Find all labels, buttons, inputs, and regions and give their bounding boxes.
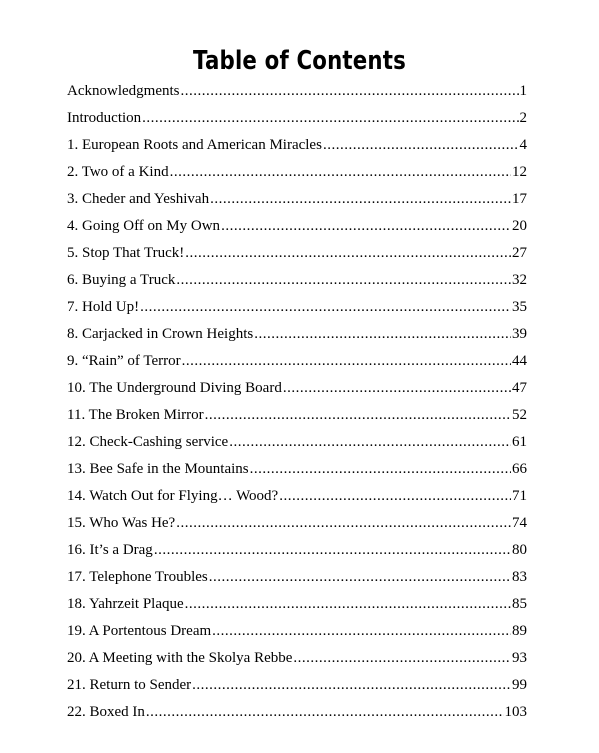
dot-leader xyxy=(250,456,511,483)
toc-entry-title: 3. Cheder and Yeshivah xyxy=(67,191,210,207)
toc-entry-title: 11. The Broken Mirror xyxy=(67,407,204,423)
toc-entry-page-number: 27 xyxy=(512,245,527,261)
dot-leader xyxy=(279,483,511,510)
toc-entry xyxy=(67,402,527,429)
toc-entry-title: 17. Telephone Troubles xyxy=(67,569,208,585)
dot-leader xyxy=(180,78,518,105)
toc-entry-title: 7. Hold Up! xyxy=(67,299,140,315)
toc-entry xyxy=(67,645,527,672)
toc-entry xyxy=(67,240,527,267)
toc-entry-page-number: 85 xyxy=(512,596,527,612)
dot-leader xyxy=(182,348,511,375)
dot-leader xyxy=(146,699,504,726)
toc-entry-page-number: 20 xyxy=(512,218,527,234)
toc-entry xyxy=(67,159,527,186)
page-title: Table of Contents xyxy=(193,46,406,77)
toc-entry-page-number: 103 xyxy=(504,704,527,720)
toc-entry-page-number: 71 xyxy=(512,488,527,504)
toc-entry xyxy=(67,591,527,618)
toc-entry xyxy=(67,321,527,348)
toc-entry xyxy=(67,537,527,564)
toc-entry-page-number: 66 xyxy=(512,461,527,477)
toc-entry-page-number: 4 xyxy=(519,137,527,153)
toc-entry-title: 12. Check-Cashing service xyxy=(67,434,229,450)
toc-entry-title: 20. A Meeting with the Skolya Rebbe xyxy=(67,650,293,666)
dot-leader xyxy=(323,132,519,159)
dot-leader xyxy=(142,105,518,132)
dot-leader xyxy=(154,537,511,564)
toc-entry-title: 22. Boxed In xyxy=(67,704,145,720)
toc-entry xyxy=(67,456,527,483)
dot-leader xyxy=(229,429,511,456)
toc-entry-page-number: 39 xyxy=(512,326,527,342)
dot-leader xyxy=(140,294,511,321)
toc-entry xyxy=(67,672,527,699)
toc-entry-page-number: 74 xyxy=(512,515,527,531)
toc-entry-page-number: 61 xyxy=(512,434,527,450)
toc-entry-title: Introduction xyxy=(67,110,142,126)
toc-entry xyxy=(67,348,527,375)
dot-leader xyxy=(205,402,511,429)
table-of-contents xyxy=(67,78,527,726)
toc-entry-page-number: 83 xyxy=(512,569,527,585)
toc-entry-title: 14. Watch Out for Flying… Wood? xyxy=(67,488,279,504)
toc-entry-page-number: 44 xyxy=(512,353,527,369)
dot-leader xyxy=(176,267,511,294)
toc-entry-title: 21. Return to Sender xyxy=(67,677,192,693)
toc-entry xyxy=(67,132,527,159)
toc-entry xyxy=(67,618,527,645)
dot-leader xyxy=(212,618,511,645)
toc-entry-page-number: 1 xyxy=(519,83,527,99)
toc-entry-page-number: 80 xyxy=(512,542,527,558)
toc-entry xyxy=(67,186,527,213)
dot-leader xyxy=(176,510,511,537)
toc-entry-page-number: 17 xyxy=(512,191,527,207)
toc-entry xyxy=(67,375,527,402)
dot-leader xyxy=(209,564,511,591)
toc-entry-page-number: 35 xyxy=(512,299,527,315)
toc-entry-title: 19. A Portentous Dream xyxy=(67,623,212,639)
toc-entry xyxy=(67,267,527,294)
toc-entry-title: 8. Carjacked in Crown Heights xyxy=(67,326,254,342)
toc-entry xyxy=(67,429,527,456)
dot-leader xyxy=(170,159,511,186)
toc-entry-title: Acknowledgments xyxy=(67,83,180,99)
dot-leader xyxy=(192,672,511,699)
toc-entry xyxy=(67,564,527,591)
toc-entry-title: 13. Bee Safe in the Mountains xyxy=(67,461,249,477)
toc-entry xyxy=(67,510,527,537)
toc-entry-title: 18. Yahrzeit Plaque xyxy=(67,596,184,612)
toc-entry xyxy=(67,483,527,510)
toc-entry-page-number: 89 xyxy=(512,623,527,639)
dot-leader xyxy=(185,591,511,618)
toc-entry-title: 15. Who Was He? xyxy=(67,515,176,531)
toc-entry-page-number: 93 xyxy=(512,650,527,666)
dot-leader xyxy=(293,645,511,672)
dot-leader xyxy=(185,240,511,267)
toc-entry-title: 5. Stop That Truck! xyxy=(67,245,185,261)
toc-entry xyxy=(67,294,527,321)
dot-leader xyxy=(210,186,511,213)
toc-entry-title: 6. Buying a Truck xyxy=(67,272,176,288)
toc-entry xyxy=(67,213,527,240)
toc-entry-title: 2. Two of a Kind xyxy=(67,164,169,180)
toc-entry-page-number: 52 xyxy=(512,407,527,423)
toc-entry-title: 16. It’s a Drag xyxy=(67,542,153,558)
toc-entry-title: 4. Going Off on My Own xyxy=(67,218,221,234)
toc-entry xyxy=(67,78,527,105)
toc-entry xyxy=(67,105,527,132)
dot-leader xyxy=(221,213,511,240)
toc-entry-page-number: 47 xyxy=(512,380,527,396)
dot-leader xyxy=(283,375,511,402)
toc-entry-title: 1. European Roots and American Miracles xyxy=(67,137,322,153)
toc-entry-page-number: 99 xyxy=(512,677,527,693)
toc-entry-page-number: 32 xyxy=(512,272,527,288)
dot-leader xyxy=(254,321,511,348)
toc-entry-title: 10. The Underground Diving Board xyxy=(67,380,282,396)
toc-entry-page-number: 12 xyxy=(512,164,527,180)
toc-entry-title: 9. “Rain” of Terror xyxy=(67,353,181,369)
toc-entry-page-number: 2 xyxy=(519,110,527,126)
toc-entry xyxy=(67,699,527,726)
